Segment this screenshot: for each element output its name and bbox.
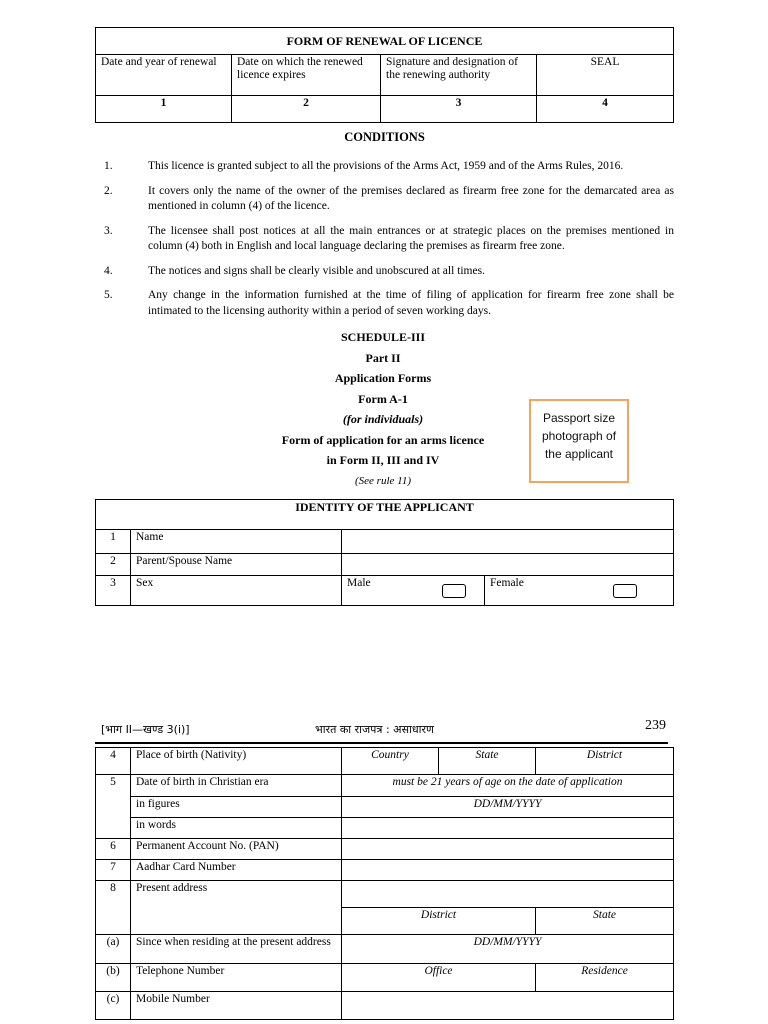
row-label: Aadhar Card Number <box>131 860 342 881</box>
parent-spouse-value-field[interactable] <box>342 554 674 576</box>
row-num: 7 <box>96 860 131 881</box>
row-label: Date of birth in Christian era <box>131 775 342 797</box>
row-label: in words <box>131 818 342 839</box>
photo-line-3: the applicant <box>544 447 614 461</box>
condition-item <box>95 159 674 175</box>
identity-title: IDENTITY OF THE APPLICANT <box>96 500 674 530</box>
condition-text: It covers only the name of the owner of the premises declared as firearm free zone for the demarcated area as mentioned in column (4) of the licence. <box>148 184 674 212</box>
schedule-desc-line2: in Form II, III and IV <box>326 453 440 467</box>
dob-words-field[interactable] <box>342 818 674 839</box>
renewal-num-1: 1 <box>96 96 232 123</box>
sex-male-cell <box>342 576 485 606</box>
schedule-part: Part II <box>365 350 401 365</box>
condition-item <box>95 264 674 280</box>
renewal-num-4: 4 <box>537 96 674 123</box>
conditions-section <box>95 130 674 328</box>
schedule-title: SCHEDULE-III <box>340 330 426 344</box>
dob-age-note: must be 21 years of age on the date of application <box>342 775 674 797</box>
female-checkbox[interactable] <box>613 584 637 598</box>
row-num: (b) <box>96 964 131 992</box>
renewal-col-expiry: Date on which the renewed licence expires <box>232 55 381 96</box>
male-label: Male <box>347 577 371 589</box>
identity-row-num: 3 <box>96 576 131 606</box>
country-field[interactable]: Country <box>342 748 439 775</box>
row-label: Present address <box>131 881 342 935</box>
renewal-col-date-year: Date and year of renewal <box>96 55 232 96</box>
mobile-field[interactable] <box>342 992 674 1020</box>
residing-since-field[interactable]: DD/MM/YYYY <box>342 935 674 964</box>
row-label: Mobile Number <box>131 992 342 1020</box>
row-num: 8 <box>96 881 131 935</box>
telephone-residence-field[interactable]: Residence <box>536 964 674 992</box>
condition-text: The licensee shall post notices at all the main entrances or at strategic places on the premises mentioned in column (4) both in English and local language declaring the premises as firearm free zone. <box>148 224 674 252</box>
address-district-field[interactable]: District <box>342 908 536 935</box>
condition-number: 1. <box>104 160 113 172</box>
present-address-field[interactable] <box>342 881 674 908</box>
pan-field[interactable] <box>342 839 674 860</box>
renewal-num-2: 2 <box>232 96 381 123</box>
schedule-for-whom: (for individuals) <box>342 412 424 426</box>
condition-item <box>95 224 674 255</box>
identity-row-label: Parent/Spouse Name <box>131 554 342 576</box>
row-label: Permanent Account No. (PAN) <box>131 839 342 860</box>
identity-row-num: 1 <box>96 530 131 554</box>
address-state-field[interactable]: State <box>536 908 674 935</box>
applicant-details-table <box>95 747 674 1020</box>
aadhar-field[interactable] <box>342 860 674 881</box>
passport-photo-box <box>529 399 629 483</box>
gazette-part-label: [भाग II—खण्ड 3(i)] <box>101 723 190 736</box>
condition-number: 3. <box>104 224 113 237</box>
telephone-office-field[interactable]: Office <box>342 964 536 992</box>
gazette-page-header <box>95 720 668 744</box>
name-value-field[interactable] <box>342 530 674 554</box>
state-field[interactable]: State <box>439 748 536 775</box>
condition-text: This licence is granted subject to all the provisions of the Arms Act, 1959 and of the Arms Rules, 2016. <box>148 160 624 172</box>
condition-item <box>95 288 674 319</box>
identity-row-label: Sex <box>131 576 342 606</box>
condition-text: Any change in the information furnished at the time of filing of application for firearm free zone shall be intimated to the licensing authority within a period of seven working days. <box>148 289 674 317</box>
row-num: (a) <box>96 935 131 964</box>
condition-number: 5. <box>104 289 113 301</box>
photo-line-1: Passport size <box>542 411 616 425</box>
male-checkbox[interactable] <box>442 584 466 598</box>
schedule-desc-line1: Form of application for an arms licence <box>281 432 485 447</box>
district-field[interactable]: District <box>536 748 674 775</box>
condition-item <box>95 184 674 215</box>
renewal-title: FORM OF RENEWAL OF LICENCE <box>96 28 674 55</box>
row-num: (c) <box>96 992 131 1020</box>
identity-table <box>95 499 674 606</box>
female-label: Female <box>490 577 524 589</box>
row-label: Place of birth (Nativity) <box>131 748 342 775</box>
row-num: 5 <box>96 775 131 839</box>
schedule-forms: Application Forms <box>334 371 432 385</box>
renewal-table <box>95 27 674 123</box>
identity-row-label: Name <box>131 530 342 554</box>
photo-line-2: photograph of <box>541 429 617 443</box>
schedule-rule: (See rule 11) <box>355 474 411 487</box>
page-number: 239 <box>645 718 666 733</box>
identity-row-num: 2 <box>96 554 131 576</box>
condition-text: The notices and signs shall be clearly visible and unobscured at all times. <box>148 264 485 277</box>
dob-figures-field[interactable]: DD/MM/YYYY <box>342 797 674 818</box>
conditions-heading: CONDITIONS <box>344 130 425 144</box>
row-num: 6 <box>96 839 131 860</box>
condition-number: 2. <box>104 184 113 197</box>
sex-female-cell <box>485 576 674 606</box>
row-label: Since when residing at the present address <box>131 935 342 964</box>
gazette-title: भारत का राजपत्र : असाधारण <box>315 723 434 736</box>
schedule-heading <box>230 327 536 491</box>
row-label: Telephone Number <box>131 964 342 992</box>
renewal-col-signature: Signature and designation of the renewing authority <box>381 55 537 96</box>
renewal-col-seal: SEAL <box>537 55 674 96</box>
row-num: 4 <box>96 748 131 775</box>
row-label: in figures <box>131 797 342 818</box>
schedule-form-number: Form A-1 <box>358 391 408 406</box>
condition-number: 4. <box>104 264 113 277</box>
renewal-num-3: 3 <box>381 96 537 123</box>
